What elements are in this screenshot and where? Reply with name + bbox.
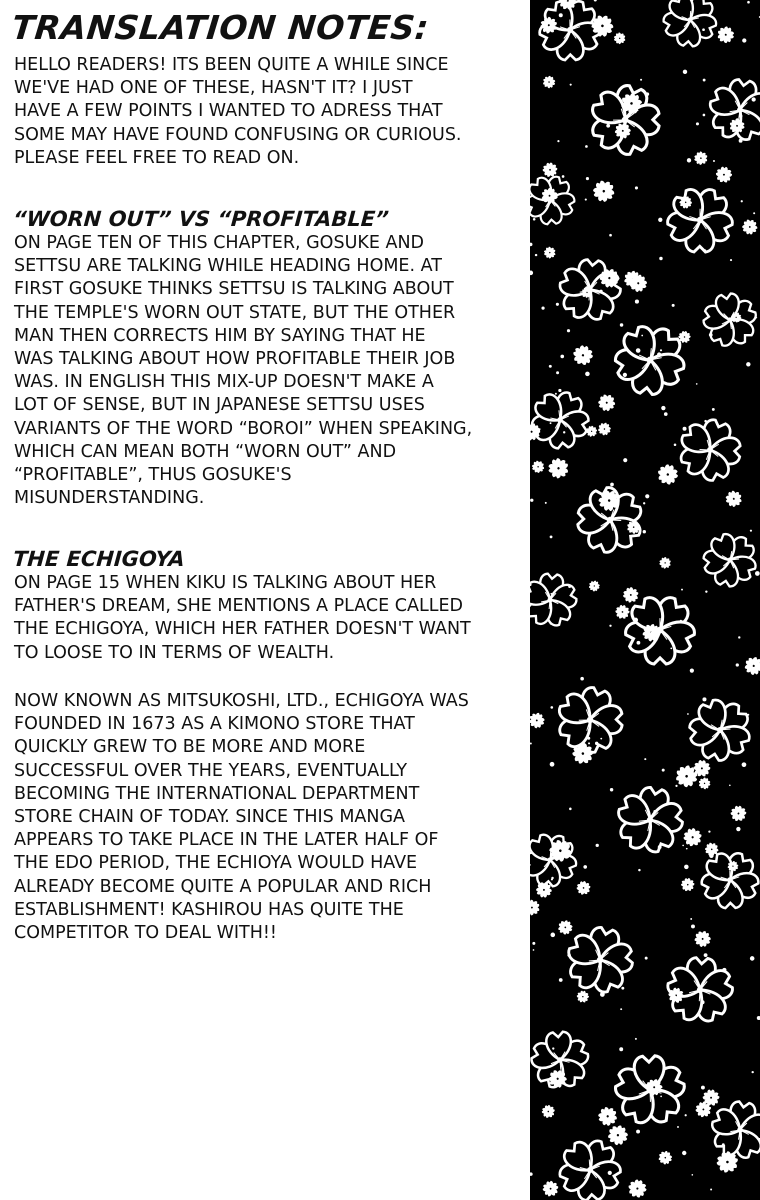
blossom-flower [588,176,620,208]
blossom-flower [594,390,619,415]
blossom-flower [530,710,548,732]
blossom-flower [530,0,614,75]
blossom-speckle [634,618,638,622]
blossom-flower [530,1021,597,1099]
intro-line: WE'VE HAD ONE OF THESE, HASN'T IT? I JUST [14,78,413,99]
paragraph-line: WAS. IN ENGLISH THIS MIX-UP DOESN'T MAKE A [14,372,434,393]
blossom-speckle [661,406,665,410]
blossom-speckle [587,737,590,740]
blossom-flower [691,148,710,168]
blossom-speckle [691,924,695,928]
blossom-speckle [704,249,707,252]
blossom-speckle [681,589,683,591]
blossom-speckle [569,808,572,811]
paragraph-line: SETTSU ARE TALKING WHILE HEADING HOME. AT [14,256,442,277]
intro-line: HAVE A FEW POINTS I WANTED TO ADRESS THAT [14,101,443,122]
blossom-flower [714,24,737,46]
blossom-speckle [609,625,611,627]
blossom-flower [562,473,656,568]
paragraph-line: ON PAGE TEN OF THIS CHAPTER, GOSUKE AND [14,233,425,253]
blossom-speckle [562,175,565,178]
blossom-speckle [550,593,552,595]
blossom-flower [530,166,585,236]
blossom-speckle [559,13,563,17]
blossom-speckle [637,641,641,645]
blossom-flower [680,824,705,850]
page-title: TRANSLATION NOTES: [9,8,431,47]
paragraph-line: WAS TALKING ABOUT HOW PROFITABLE THEIR JOB [14,349,456,370]
blossom-flower [688,840,760,922]
blossom-flower [559,921,641,1001]
paragraph-line: QUICKLY GREW TO BE MORE AND MORE [14,737,366,758]
blossom-flower [703,76,760,147]
blossom-speckle [713,160,715,162]
blossom-flower [595,420,613,438]
blossom-speckle [583,294,586,297]
blossom-speckle [687,158,691,162]
blossom-speckle [541,307,544,310]
blossom-speckle [550,622,552,624]
blossom-speckle [600,992,605,997]
paragraph-line: “PROFITABLE”, THUS GOSUKE'S [14,465,292,486]
blossom-flower [574,878,593,897]
blossom-speckle [619,1047,623,1051]
blossom-flower [541,244,558,261]
blossom-speckle [684,865,689,870]
blossom-speckle [738,636,740,638]
blossom-speckle [596,844,599,847]
blossom-flower [697,776,712,791]
section-heading: THE ECHIGOYA [12,547,186,571]
blossom-speckle [702,697,706,701]
blossom-speckle [585,145,588,148]
blossom-flower [555,918,575,938]
blossom-speckle [682,1151,686,1155]
intro-line: HELLO READERS! ITS BEEN QUITE A WHILE SINCE [14,55,449,75]
blossom-speckle [559,978,563,982]
blossom-flower [657,555,674,572]
blossom-speckle [682,845,684,847]
blossom-flower [655,462,681,487]
blossom-speckle [552,1047,554,1049]
blossom-speckle [641,335,643,337]
blossom-speckle [659,257,662,260]
blossom-speckle [599,290,602,293]
paragraph-line: STORE CHAIN OF TODAY. SINCE THIS MANGA [14,807,406,828]
blossom-flower [741,653,760,678]
blossom-flower [728,803,749,824]
blossom-speckle [550,706,553,709]
blossom-speckle [646,92,650,96]
blossom-speckle [755,317,757,319]
blossom-speckle [750,530,752,532]
blossom-speckle [736,663,739,666]
blossom-speckle [595,742,598,745]
blossom-speckle [581,360,584,363]
blossom-speckle [594,0,597,2]
blossom-speckle [566,1,570,5]
blossom-flower [587,579,602,594]
blossom-speckle [712,408,715,411]
blossom-speckle [551,877,553,879]
blossom-speckle [623,373,627,377]
blossom-speckle [752,97,756,101]
blossom-speckle [703,79,706,82]
blossom-speckle [686,848,688,850]
blossom-speckle [657,352,661,356]
blossom-speckle [650,631,655,636]
blossom-speckle [585,286,590,291]
blossom-flower [690,522,760,600]
blossom-flower [691,927,715,950]
blossom-speckle [646,1083,651,1088]
intro-line: PLEASE FEEL FREE TO READ ON. [14,147,300,168]
blossom-flower [626,1178,649,1200]
blossom-flower [530,896,543,919]
blossom-flower [668,410,751,491]
blossom-speckle [585,199,587,201]
blossom-speckle [696,122,699,125]
intro-paragraph [14,54,462,170]
cherry-blossom-pattern [530,0,760,1200]
section-worn-out-vs-profitable [14,206,472,510]
paragraph-line: COMPETITOR TO DEAL WITH!! [14,923,277,944]
section-paragraph [14,232,472,510]
blossom-speckle [533,949,535,951]
blossom-speckle [560,355,564,359]
blossom-flower [693,283,760,358]
blossom-speckle [532,942,535,945]
blossom-speckle [608,1171,612,1175]
blossom-speckle [636,348,641,353]
blossom-speckle [640,79,642,81]
blossom-flower [598,310,700,412]
blossom-speckle [755,571,760,576]
blossom-speckle [690,918,692,920]
blossom-speckle [753,212,755,214]
blossom-speckle [644,758,646,760]
blossom-flower [571,344,595,367]
blossom-speckle [683,70,687,74]
blossom-speckle [747,1,750,4]
blossom-speckle [645,494,649,498]
blossom-flower [620,584,642,606]
paragraph-line: LOT OF SENSE, BUT IN JAPANESE SETTSU USES [14,395,425,416]
blossom-speckle [747,714,749,716]
blossom-speckle [568,585,571,588]
blossom-speckle [710,1189,712,1191]
blossom-speckle [551,933,556,938]
blossom-speckle [610,788,613,791]
blossom-speckle [623,458,627,462]
blossom-speckle [672,304,675,307]
blossom-speckle [567,329,570,332]
blossom-flower [539,1178,561,1200]
blossom-flower [530,571,581,630]
blossom-speckle [609,234,612,237]
paragraph-line: NOW KNOWN AS MITSUKOSHI, LTD., ECHIGOYA WAS [14,691,469,711]
blossom-speckle [567,953,570,956]
blossom-speckle [701,1086,705,1090]
blossom-speckle [662,769,665,772]
blossom-speckle [750,956,755,961]
blossom-speckle [558,389,561,392]
blossom-flower [544,454,573,484]
blossom-speckle [660,1096,662,1098]
blossom-speckle [685,1114,687,1116]
blossom-speckle [740,115,742,117]
blossom-flower [576,990,590,1003]
blossom-speckle [585,372,590,377]
blossom-flower [530,458,547,476]
intro-line: SOME MAY HAVE FOUND CONFUSING OR CURIOUS. [14,124,462,145]
blossom-flower [530,381,600,461]
blossom-speckle [550,762,555,767]
paragraph-line: MISUNDERSTANDING. [14,488,205,509]
blossom-speckle [683,427,687,431]
blossom-speckle [729,784,731,786]
blossom-speckle [653,810,656,813]
paragraph-line: WHICH CAN MEAN BOTH “WORN OUT” AND [14,441,397,462]
paragraph-line: APPEARS TO TAKE PLACE IN THE LATER HALF OF [14,830,439,851]
blossom-speckle [530,743,532,745]
blossom-speckle [673,995,677,999]
blossom-flower [738,216,760,238]
blossom-speckle [635,300,639,304]
blossom-speckle [545,502,547,504]
paragraph-line: THE TEMPLE'S WORN OUT STATE, BUT THE OTHER [14,302,456,323]
paragraph-line: FIRST GOSUKE THINKS SETTSU IS TALKING ABOUT [14,279,454,300]
blossom-flower [540,74,557,91]
blossom-speckle [550,535,553,538]
section-heading: “WORN OUT” VS “PROFITABLE” [12,207,390,231]
paragraph-line: SUCCESSFUL OVER THE YEARS, EVENTUALLY [14,760,408,781]
blossom-speckle [600,738,602,740]
blossom-speckle [535,254,537,256]
blossom-speckle [621,987,624,990]
blossom-speckle [610,483,614,487]
blossom-speckle [722,1143,725,1146]
blossom-speckle [739,139,743,143]
section-the-echigoya [14,546,471,665]
paragraph-line: FOUNDED IN 1673 AS A KIMONO STORE THAT [14,714,415,735]
paragraph-line: TO LOOSE TO IN TERMS OF WEALTH. [14,642,335,663]
blossom-speckle [638,869,640,871]
blossom-flower [652,174,747,269]
blossom-speckle [736,827,740,831]
blossom-speckle [741,200,743,202]
blossom-speckle [705,590,707,592]
blossom-speckle [730,259,732,261]
blossom-speckle [570,84,572,86]
blossom-flower [715,166,733,184]
blossom-speckle [670,648,672,650]
blossom-flower [722,487,746,511]
blossom-flower [674,686,760,776]
blossom-speckle [550,422,552,424]
blossom-speckle [704,953,708,957]
blossom-speckle [530,271,533,276]
blossom-speckle [530,499,533,502]
blossom-speckle [530,1172,533,1176]
blossom-speckle [658,845,662,849]
blossom-flower [705,1098,760,1164]
blossom-speckle [722,968,726,972]
blossom-speckle [645,957,648,960]
blossom-flower [609,782,690,861]
blossom-speckle [664,412,668,416]
paragraph-line: ALREADY BECOME QUITE A POPULAR AND RICH [14,876,432,897]
blossom-speckle [704,420,707,423]
blossom-speckle [692,1174,694,1176]
blossom-speckle [643,530,646,533]
blossom-speckle [556,303,559,306]
paragraph-line: ON PAGE 15 WHEN KIKU IS TALKING ABOUT HER [14,573,437,593]
blossom-speckle [680,620,682,622]
blossom-speckle [586,177,589,180]
blossom-speckle [742,38,746,42]
blossom-speckle [530,243,532,247]
cherry-blossom-border [530,0,760,1200]
blossom-speckle [708,831,710,833]
blossom-flower [679,876,697,894]
blossom-speckle [674,443,677,446]
blossom-flower [651,0,729,59]
blossom-speckle [583,865,587,869]
blossom-speckle [687,713,689,715]
blossom-speckle [636,1130,640,1134]
blossom-speckle [752,1071,754,1073]
paragraph-line: MAN THEN CORRECTS HIM BY SAYING THAT HE [14,325,426,346]
paragraph-line: THE ECHIGOYA, WHICH HER FATHER DOESN'T WANT [14,619,471,640]
blossom-speckle [620,1008,622,1010]
blossom-speckle [742,762,747,767]
blossom-speckle [557,140,559,142]
blossom-speckle [635,186,638,189]
blossom-flower [594,1103,622,1131]
blossom-speckle [660,349,662,351]
blossom-speckle [563,431,565,433]
paragraph-line: VARIANTS OF THE WORD “BOROI” WHEN SPEAKING, [14,418,473,439]
blossom-speckle [702,28,705,31]
blossom-speckle [588,742,590,744]
blossom-speckle [701,1000,705,1004]
blossom-speckle [606,124,610,128]
blossom-speckle [709,333,713,337]
blossom-speckle [696,383,698,385]
blossom-speckle [643,502,645,504]
blossom-speckle [709,854,713,858]
blossom-speckle [677,1126,679,1128]
blossom-speckle [549,365,552,368]
blossom-speckle [637,528,640,531]
blossom-flower [615,605,631,620]
paragraph-line: ESTABLISHMENT! KASHIROU HAS QUITE THE [14,899,404,920]
blossom-speckle [555,393,557,395]
blossom-flower [539,1102,557,1120]
blossom-speckle [690,668,694,672]
blossom-flower [656,1149,675,1168]
blossom-speckle [703,114,706,117]
blossom-speckle [746,362,750,366]
blossom-speckle [658,218,662,222]
blossom-speckle [556,371,559,374]
paragraph-line: THE EDO PERIOD, THE ECHIOYA WOULD HAVE [14,853,418,874]
paragraph-line: FATHER'S DREAM, SHE MENTIONS A PLACE CALLED [14,596,463,617]
blossom-speckle [635,1038,637,1040]
blossom-flower [579,76,671,165]
blossom-speckle [675,785,677,787]
blossom-flower [611,30,628,47]
section-paragraph [14,572,471,665]
blossom-speckle [580,677,584,681]
paragraph-line: BECOMING THE INTERNATIONAL DEPARTMENT [14,783,420,804]
echigoya-history-paragraph [14,690,469,945]
blossom-speckle [620,323,623,326]
blossom-speckle [533,218,536,221]
